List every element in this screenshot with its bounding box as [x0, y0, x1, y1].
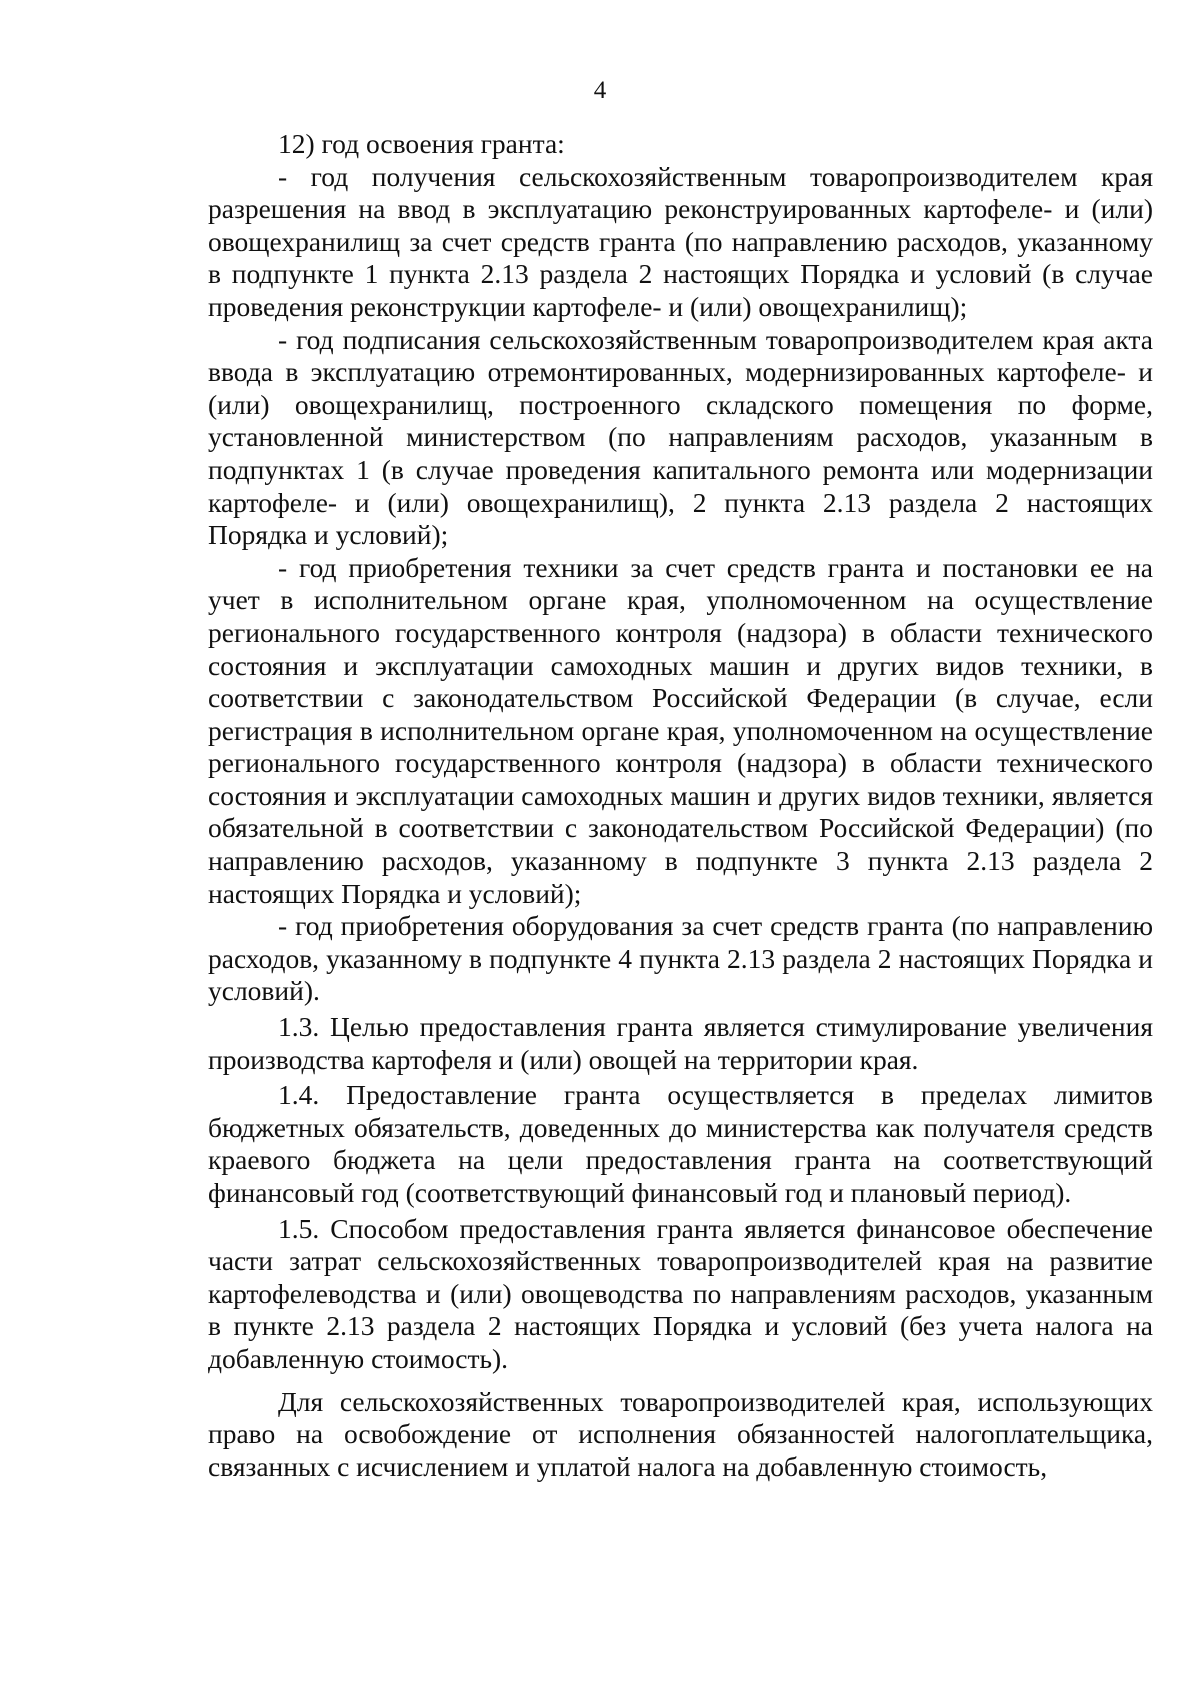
paragraph-reconstruction-year: - год получения сельскохозяйственным товаропроизводителем края разрешения на ввод в эксплуатацию реконструированных картофеле- и (или) овощехранилищ за счет средств гранта (по направлению расходов, указанному в подпункте 1 пункта 2.13 раздела 2 настоящих Порядка и условий (в случае проведения реконструкции картофеле- и (или) овощехранилищ); [208, 160, 1153, 322]
paragraph-12-header: 12) год освоения гранта: [278, 128, 565, 159]
page-number: 4 [593, 77, 607, 104]
paragraph-1-3: 1.3. Целью предоставления гранта является стимулирование увеличения производства картофеля и (или) овощей на территории края. [208, 1011, 1153, 1075]
paragraph-act-signing-year: - год подписания сельскохозяйственным товаропроизводителем края акта ввода в эксплуатацию отремонтированных, модернизированных картофеле- и (или) овощехранилищ, построенного складского помещения по форме, установленной министерством (по направлениям расходов, указанным в подпунктах 1 (в случае проведения капитального ремонта или модернизации картофеле- и (или) овощехранилищ), 2 пункта 2.13 раздела 2 настоящих Порядка и условий); [208, 323, 1153, 551]
paragraph-vat-exempt: Для сельскохозяйственных товаропроизводителей края, использующих право на освобождение от исполнения обязанностей налогоплательщика, связанных с исчислением и уплатой налога на добавленную стоимость, [208, 1385, 1153, 1482]
paragraph-1-4: 1.4. Предоставление гранта осуществляется в пределах лимитов бюджетных обязательств, доведенных до министерства как получателя средств краевого бюджета на цели предоставления гранта на соответствующий финансовый год (соответствующий финансовый год и плановый период). [208, 1079, 1153, 1208]
document-body [208, 128, 1153, 1483]
paragraph-equipment-purchase-year: - год приобретения оборудования за счет средств гранта (по направлению расходов, указанному в подпункте 4 пункта 2.13 раздела 2 настоящих Порядка и условий). [208, 910, 1153, 1007]
paragraph-equipment-registration-year: - год приобретения техники за счет средств гранта и постановки ее на учет в исполнительном органе края, уполномоченном на осуществление регионального государственного контроля (надзора) в области технического состояния и эксплуатации самоходных машин и других видов техники, в соответствии с законодательством Российской Федерации (в случае, если регистрация в исполнительном органе края, уполномоченном на осуществление регионального государственного контроля (надзора) в области технического состояния и эксплуатации самоходных машин и других видов техники, является обязательной в соответствии с законодательством Российской Федерации) (по направлению расходов, указанному в подпункте 3 пункта 2.13 раздела 2 настоящих Порядка и условий); [208, 551, 1153, 909]
paragraph-1-5: 1.5. Способом предоставления гранта является финансовое обеспечение части затрат сельскохозяйственных товаропроизводителей края на развитие картофелеводства и (или) овощеводства по направлениям расходов, указанным в пункте 2.13 раздела 2 настоящих Порядка и условий (без учета налога на добавленную стоимость). [208, 1212, 1153, 1374]
